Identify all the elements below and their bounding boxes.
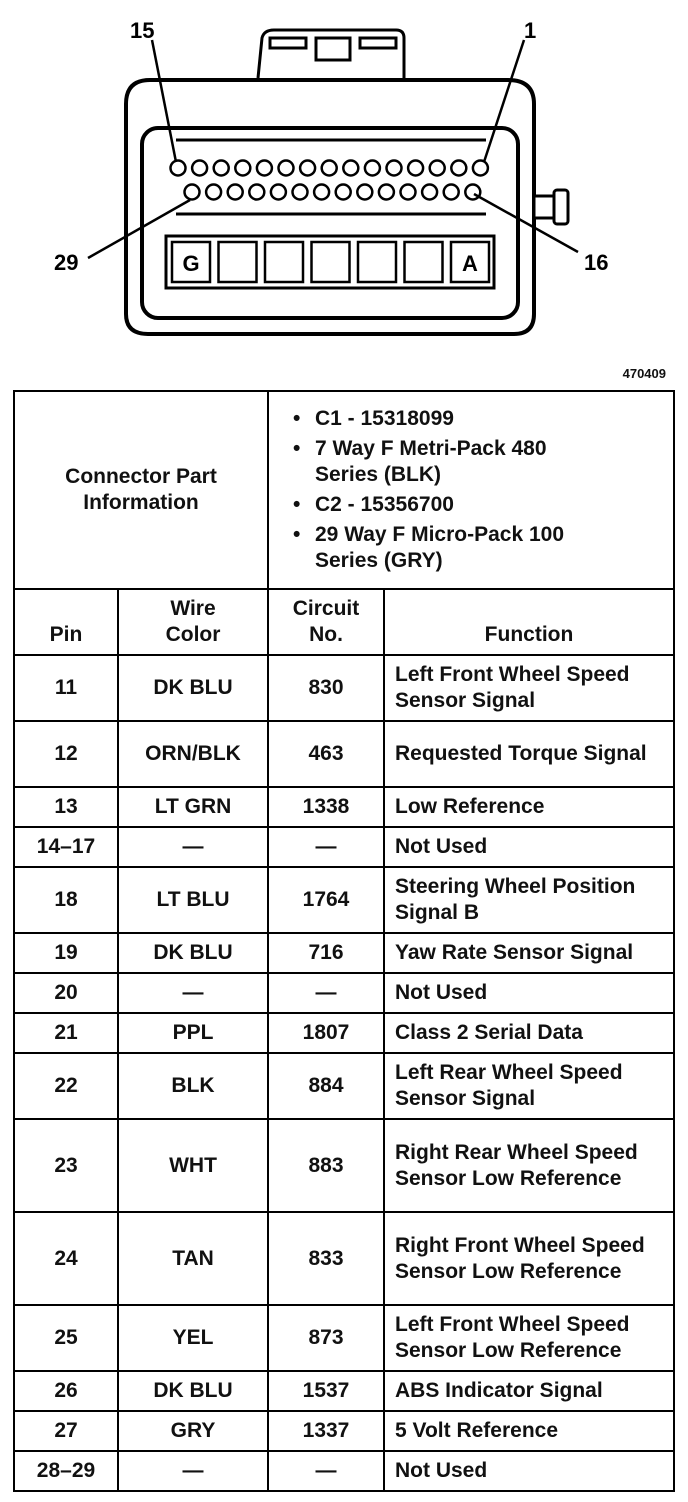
pin-hole bbox=[171, 161, 186, 176]
table-row bbox=[14, 933, 674, 973]
pin-hole bbox=[322, 161, 337, 176]
pin-hole bbox=[249, 185, 264, 200]
callout-15: 15 bbox=[130, 18, 155, 43]
pin-hole bbox=[235, 161, 250, 176]
function-cell: Not Used bbox=[384, 827, 674, 867]
function-cell: Left Rear Wheel Speed Sensor Signal bbox=[384, 1053, 674, 1119]
pin-hole bbox=[343, 161, 358, 176]
pin-cell: 13 bbox=[14, 787, 118, 827]
wire-color-cell: ORN/BLK bbox=[118, 721, 268, 787]
cavity bbox=[358, 242, 396, 282]
table-row bbox=[14, 1013, 674, 1053]
wire-color-cell: DK BLU bbox=[118, 933, 268, 973]
cavity bbox=[265, 242, 303, 282]
function-cell: ABS Indicator Signal bbox=[384, 1371, 674, 1411]
pin-hole bbox=[451, 161, 466, 176]
header-row bbox=[14, 589, 674, 655]
pin-cell: 19 bbox=[14, 933, 118, 973]
part-info-item: • C1 - 15318099 bbox=[315, 406, 673, 432]
pin-cell: 12 bbox=[14, 721, 118, 787]
table-row bbox=[14, 1411, 674, 1451]
table-row bbox=[14, 655, 674, 721]
function-cell: Low Reference bbox=[384, 787, 674, 827]
table-row bbox=[14, 1053, 674, 1119]
pin-hole bbox=[206, 185, 221, 200]
pin-hole bbox=[293, 185, 308, 200]
wire-color-cell: LT BLU bbox=[118, 867, 268, 933]
function-cell: 5 Volt Reference bbox=[384, 1411, 674, 1451]
function-cell: Class 2 Serial Data bbox=[384, 1013, 674, 1053]
part-info-label-text: Connector Part Information bbox=[65, 465, 217, 514]
pin-cell: 28–29 bbox=[14, 1451, 118, 1491]
pin-hole bbox=[430, 161, 445, 176]
header-circuit-no bbox=[268, 589, 384, 655]
cavity-label: A bbox=[462, 251, 478, 276]
part-info-label bbox=[14, 391, 268, 589]
pin-hole bbox=[185, 185, 200, 200]
header-wire-color bbox=[118, 589, 268, 655]
pin-cell: 23 bbox=[14, 1119, 118, 1212]
connector-side-key bbox=[534, 190, 568, 224]
circuit-cell: 1764 bbox=[268, 867, 384, 933]
pin-cell: 21 bbox=[14, 1013, 118, 1053]
pin-cell: 14–17 bbox=[14, 827, 118, 867]
wire-color-cell: LT GRN bbox=[118, 787, 268, 827]
function-cell: Steering Wheel Position Signal B bbox=[384, 867, 674, 933]
wire-color-cell: DK BLU bbox=[118, 655, 268, 721]
connector-diagram bbox=[0, 0, 688, 360]
pin-cell: 20 bbox=[14, 973, 118, 1013]
wire-color-cell: GRY bbox=[118, 1411, 268, 1451]
function-cell: Not Used bbox=[384, 973, 674, 1013]
circuit-cell: 833 bbox=[268, 1212, 384, 1305]
part-info-item: • C2 - 15356700 bbox=[315, 492, 673, 518]
circuit-cell: 463 bbox=[268, 721, 384, 787]
header-wire-color-text: Wire Color bbox=[165, 597, 221, 646]
circuit-cell: 716 bbox=[268, 933, 384, 973]
circuit-cell: 884 bbox=[268, 1053, 384, 1119]
circuit-cell: — bbox=[268, 973, 384, 1013]
pin-hole bbox=[192, 161, 207, 176]
function-cell: Right Front Wheel Speed Sensor Low Reference bbox=[384, 1212, 674, 1305]
callout-1: 1 bbox=[524, 18, 537, 43]
pin-hole bbox=[214, 161, 229, 176]
table-row bbox=[14, 721, 674, 787]
table-row bbox=[14, 1212, 674, 1305]
pin-hole bbox=[271, 185, 286, 200]
pin-hole bbox=[279, 161, 294, 176]
function-cell: Right Rear Wheel Speed Sensor Low Reference bbox=[384, 1119, 674, 1212]
table-row bbox=[14, 973, 674, 1013]
figure-id: 470409 bbox=[622, 366, 666, 381]
table-row bbox=[14, 1305, 674, 1371]
pin-hole bbox=[422, 185, 437, 200]
pin-hole bbox=[300, 161, 315, 176]
wire-color-cell: WHT bbox=[118, 1119, 268, 1212]
pin-hole bbox=[365, 161, 380, 176]
pin-hole bbox=[408, 161, 423, 176]
pin-cell: 11 bbox=[14, 655, 118, 721]
part-info-cell bbox=[268, 391, 674, 589]
part-info-item: • 7 Way F Metri-Pack 480 Series (BLK) bbox=[315, 436, 565, 488]
connector-shell bbox=[126, 80, 534, 334]
pin-hole bbox=[401, 185, 416, 200]
pin-hole bbox=[387, 161, 402, 176]
wire-color-cell: TAN bbox=[118, 1212, 268, 1305]
pin-hole bbox=[228, 185, 243, 200]
function-cell: Yaw Rate Sensor Signal bbox=[384, 933, 674, 973]
lower-pin-row bbox=[185, 185, 481, 200]
wire-color-cell: — bbox=[118, 827, 268, 867]
pin-cell: 25 bbox=[14, 1305, 118, 1371]
part-info-row bbox=[14, 391, 674, 589]
table-row bbox=[14, 1371, 674, 1411]
pin-rows bbox=[14, 655, 674, 1491]
pin-cell: 18 bbox=[14, 867, 118, 933]
pin-hole bbox=[379, 185, 394, 200]
table-row bbox=[14, 787, 674, 827]
circuit-cell: 1537 bbox=[268, 1371, 384, 1411]
cavity bbox=[405, 242, 443, 282]
wire-color-cell: YEL bbox=[118, 1305, 268, 1371]
header-circuit-no-text: Circuit No. bbox=[292, 597, 360, 646]
pin-hole bbox=[473, 161, 488, 176]
function-cell: Left Front Wheel Speed Sensor Low Reference bbox=[384, 1305, 674, 1371]
connector-latch bbox=[258, 30, 404, 78]
pinout-table bbox=[13, 390, 675, 1492]
callout-16: 16 bbox=[584, 250, 609, 275]
pin-cell: 27 bbox=[14, 1411, 118, 1451]
wire-color-cell: — bbox=[118, 1451, 268, 1491]
cavity-row bbox=[172, 242, 489, 282]
wire-color-cell: DK BLU bbox=[118, 1371, 268, 1411]
pin-hole bbox=[336, 185, 351, 200]
function-cell: Requested Torque Signal bbox=[384, 721, 674, 787]
circuit-cell: 1338 bbox=[268, 787, 384, 827]
pin-cell: 24 bbox=[14, 1212, 118, 1305]
cavity bbox=[219, 242, 257, 282]
circuit-cell: — bbox=[268, 1451, 384, 1491]
pin-hole bbox=[257, 161, 272, 176]
table-row bbox=[14, 867, 674, 933]
table-row bbox=[14, 827, 674, 867]
pin-hole bbox=[444, 185, 459, 200]
pin-cell: 22 bbox=[14, 1053, 118, 1119]
wire-color-cell: PPL bbox=[118, 1013, 268, 1053]
upper-pin-row bbox=[171, 161, 488, 176]
wire-color-cell: BLK bbox=[118, 1053, 268, 1119]
circuit-cell: 1807 bbox=[268, 1013, 384, 1053]
part-info-item: • 29 Way F Micro-Pack 100 Series (GRY) bbox=[315, 522, 565, 574]
function-cell: Left Front Wheel Speed Sensor Signal bbox=[384, 655, 674, 721]
circuit-cell: 873 bbox=[268, 1305, 384, 1371]
wire-color-cell: — bbox=[118, 973, 268, 1013]
header-function: Function bbox=[384, 589, 674, 655]
leader-lines bbox=[88, 40, 578, 258]
cavity-label: G bbox=[182, 251, 200, 276]
pin-hole bbox=[314, 185, 329, 200]
circuit-cell: — bbox=[268, 827, 384, 867]
cavity bbox=[312, 242, 350, 282]
function-cell: Not Used bbox=[384, 1451, 674, 1491]
table-row bbox=[14, 1451, 674, 1491]
table-row bbox=[14, 1119, 674, 1212]
pin-cell: 26 bbox=[14, 1371, 118, 1411]
circuit-cell: 830 bbox=[268, 655, 384, 721]
callout-29: 29 bbox=[54, 250, 79, 275]
circuit-cell: 1337 bbox=[268, 1411, 384, 1451]
pin-hole bbox=[357, 185, 372, 200]
circuit-cell: 883 bbox=[268, 1119, 384, 1212]
part-info-list bbox=[269, 396, 673, 584]
header-pin: Pin bbox=[14, 589, 118, 655]
